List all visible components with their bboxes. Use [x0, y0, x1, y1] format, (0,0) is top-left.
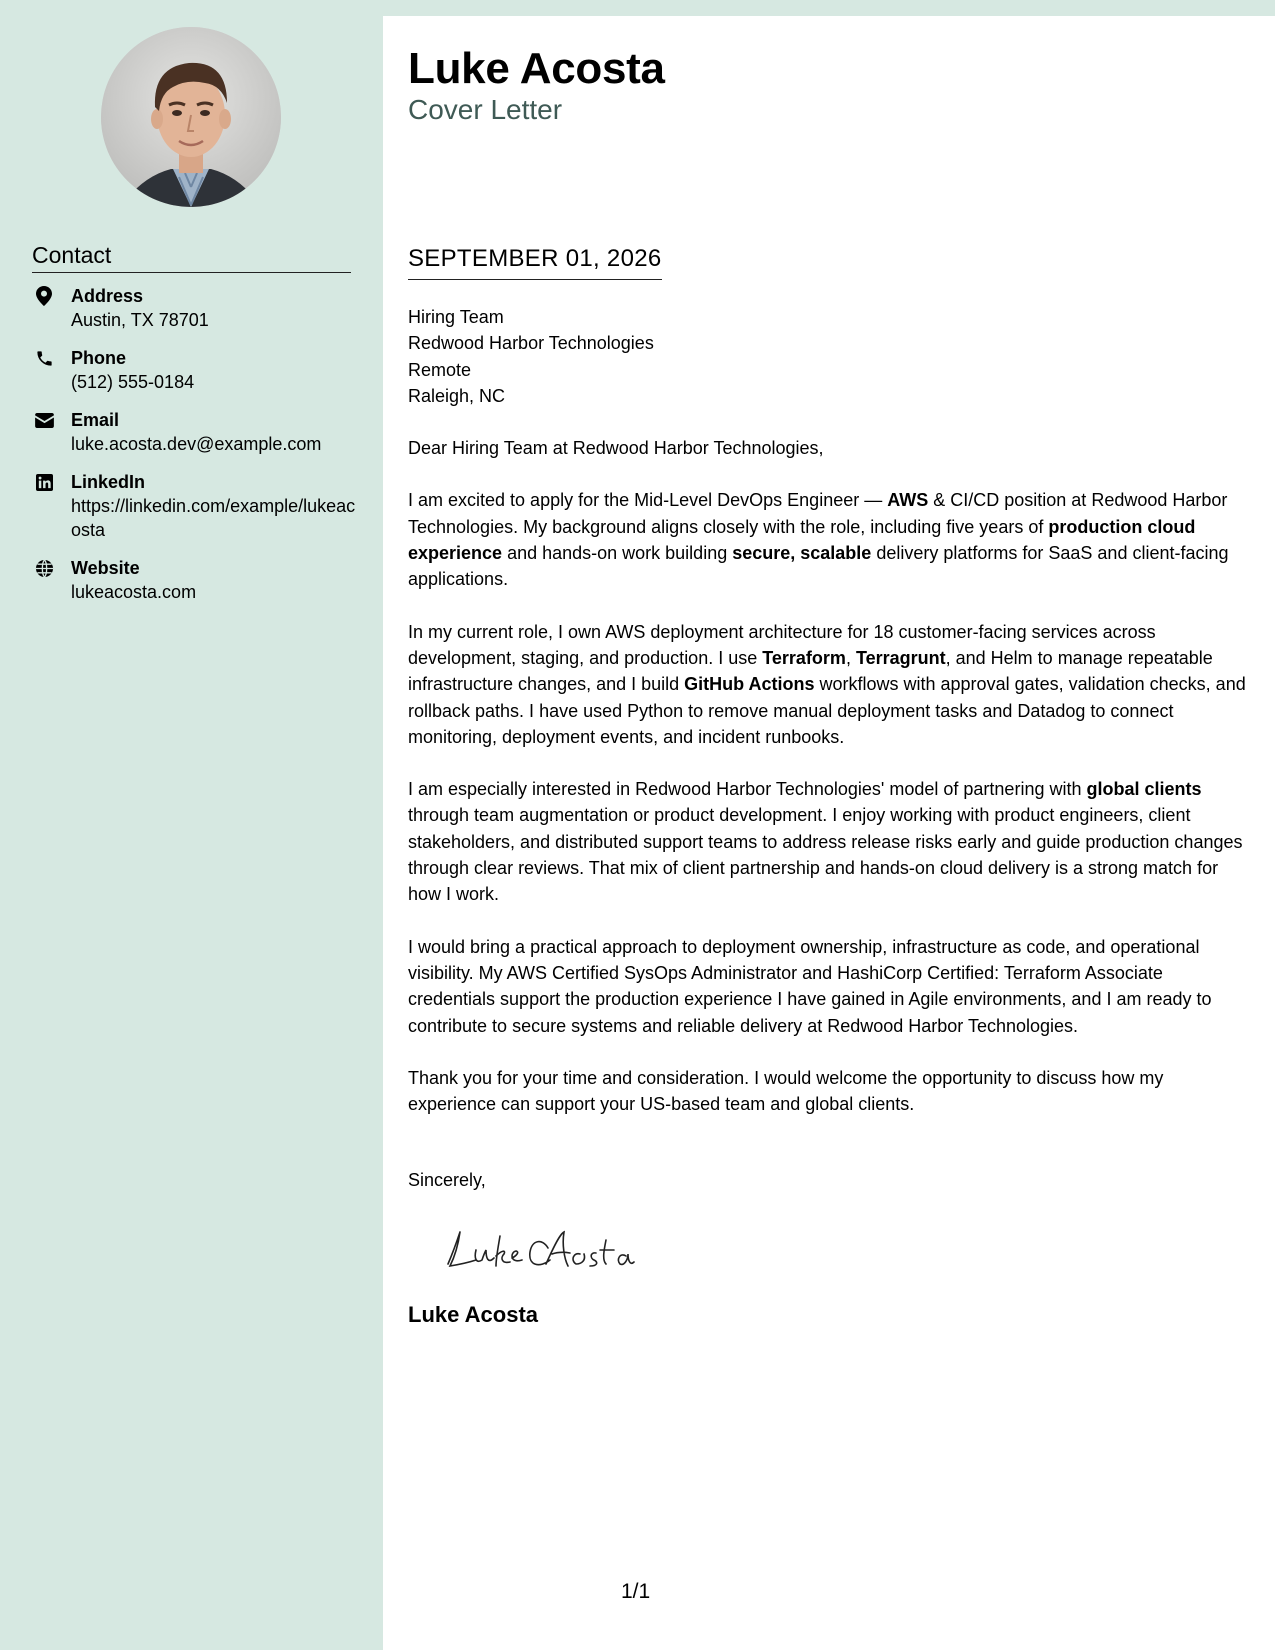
- letter-body: [408, 304, 1253, 1330]
- linkedin-link[interactable]: https://linkedin.com/example/lukeacosta: [71, 496, 356, 540]
- text-run: ,: [845, 647, 856, 668]
- address-value: Austin, TX 78701: [71, 310, 209, 330]
- recipient-line: Remote: [408, 359, 472, 380]
- contact-linkedin: [32, 470, 362, 542]
- contact-label: LinkedIn: [71, 472, 146, 492]
- document-subtitle: Cover Letter: [408, 94, 563, 125]
- text-run: I am especially interested in Redwood Harbor Technologies' model of partnering with: [408, 779, 1087, 800]
- page-number: 1/1: [621, 1580, 651, 1603]
- recipient-block: [408, 304, 1253, 409]
- bold-text: production cloud experience: [408, 516, 1196, 564]
- signed-name: Luke Acosta: [408, 1301, 539, 1327]
- text-run: , and Helm to manage repeatable infrastructure changes, and I build: [408, 647, 1213, 695]
- phone-icon: [34, 348, 54, 368]
- paragraph-2: [408, 619, 1253, 750]
- paragraph-5: Thank you for your time and consideration. I would welcome the opportunity to discuss how my experience can support your US-based team and global clients.: [408, 1067, 1164, 1115]
- email-link[interactable]: luke.acosta.dev@example.com: [71, 434, 322, 454]
- handwritten-signature: [436, 1220, 1253, 1290]
- bold-text: Terragrunt: [855, 647, 946, 668]
- website-link[interactable]: lukeacosta.com: [71, 582, 197, 602]
- closing: Sincerely,: [408, 1170, 486, 1191]
- contact-list: [32, 284, 362, 618]
- bold-text: GitHub Actions: [684, 674, 815, 695]
- text-run: & CI/CD position at Redwood Harbor Technologies. My background aligns closely with the role, including five years of: [408, 490, 1228, 537]
- bold-text: AWS: [887, 490, 929, 511]
- contact-label: Phone: [71, 348, 127, 368]
- bold-text: global clients: [1086, 779, 1202, 800]
- text-run: In my current role, I own AWS deployment architecture for 18 customer-facing services across development, staging, and production. I use: [408, 621, 1156, 668]
- bold-text: secure, scalable: [732, 543, 872, 564]
- recipient-line: Hiring Team: [408, 307, 504, 327]
- contact-label: Email: [71, 410, 120, 430]
- letter-date: SEPTEMBER 01, 2026: [408, 243, 662, 280]
- phone-value: (512) 555-0184: [71, 372, 195, 392]
- contact-label: Address: [71, 286, 144, 306]
- contact-label: Website: [71, 558, 140, 578]
- applicant-name: Luke Acosta: [408, 44, 665, 93]
- text-run: and hands-on work building: [502, 543, 733, 564]
- envelope-icon: [34, 410, 54, 430]
- paragraph-3: [408, 776, 1253, 907]
- contact-heading: Contact: [32, 240, 351, 273]
- contact-email: [32, 408, 362, 456]
- salutation: Dear Hiring Team at Redwood Harbor Technologies,: [408, 438, 824, 459]
- paragraph-4: I would bring a practical approach to deployment ownership, infrastructure as code, and operational visibility. My AWS Certified SysOps Administrator and HashiCorp Certified: Terraform Associate credentials support the production experience I have gained in Agile environments, and I am ready to contribute to secure systems and reliable delivery at Redwood Harbor Technologies.: [408, 936, 1212, 1036]
- text-run: through team augmentation or product development. I enjoy working with product engineers, client stakeholders, and distributed support teams to address release risks early and guide production changes through clear reviews. That mix of client partnership and hands-on cloud delivery is a strong match for how I work.: [408, 805, 1243, 905]
- text-run: I am excited to apply for the Mid-Level DevOps Engineer —: [408, 490, 888, 511]
- contact-phone: [32, 346, 362, 394]
- text-run: workflows with approval gates, validation checks, and rollback paths. I have used Python to remove manual deployment tasks and Datadog to connect monitoring, deployment events, and incident runbooks.: [408, 674, 1246, 747]
- globe-icon: [34, 558, 54, 578]
- linkedin-icon: [34, 472, 54, 492]
- recipient-line: Redwood Harbor Technologies: [408, 333, 654, 354]
- contact-website: [32, 556, 362, 604]
- contact-address: [32, 284, 362, 332]
- location-pin-icon: [34, 286, 54, 306]
- text-run: delivery platforms for SaaS and client-facing applications.: [408, 543, 1229, 590]
- letter-page: [383, 16, 1275, 1650]
- paragraph-1: [408, 487, 1253, 592]
- bold-text: Terraform: [762, 647, 846, 668]
- profile-photo: [101, 27, 281, 207]
- sidebar: [0, 0, 383, 1650]
- recipient-line: Raleigh, NC: [408, 385, 506, 406]
